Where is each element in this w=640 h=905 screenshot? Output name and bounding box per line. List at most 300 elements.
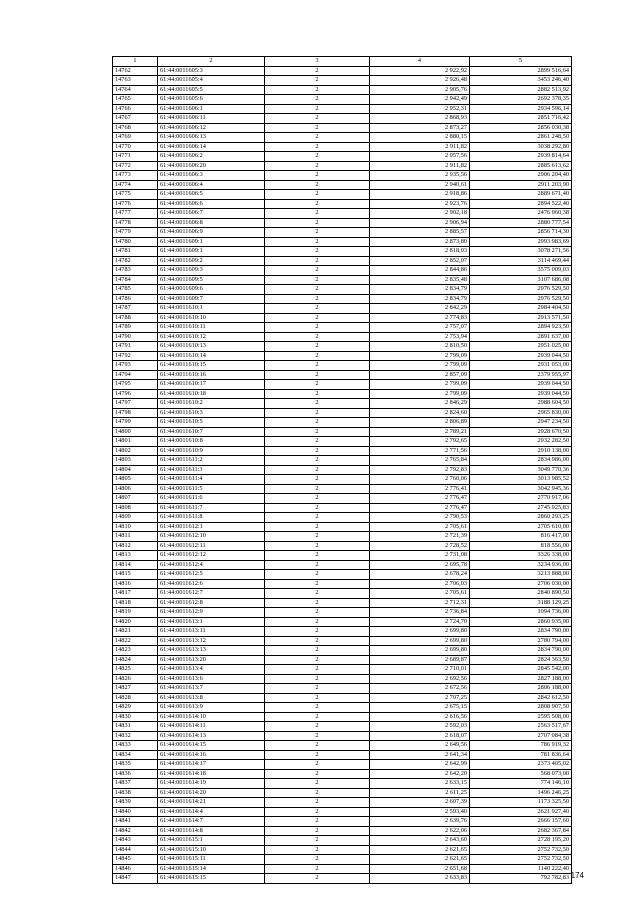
- cell-row-number: 14839: [113, 798, 158, 808]
- cell-area: 2 857,09: [370, 370, 470, 380]
- cell-cadastral-value: 2861 248,50: [470, 133, 572, 143]
- cell-code: 2: [265, 579, 370, 589]
- cell-cadastral-value: 2834 790,00: [470, 627, 572, 637]
- cell-code: 2: [265, 199, 370, 209]
- cell-row-number: 14824: [113, 655, 158, 665]
- cell-code: 2: [265, 465, 370, 475]
- cell-code: 2: [265, 570, 370, 580]
- cell-area: 2 753,94: [370, 332, 470, 342]
- table-row: [113, 228, 572, 238]
- cell-area: 2 724,70: [370, 617, 470, 627]
- header-cell-2: 2: [158, 57, 265, 67]
- cell-code: 2: [265, 427, 370, 437]
- cell-row-number: 14772: [113, 161, 158, 171]
- table-row: [113, 541, 572, 551]
- cell-row-number: 14797: [113, 399, 158, 409]
- cell-cadastral-value: 2834 986,00: [470, 456, 572, 466]
- table-row: [113, 351, 572, 361]
- table-row: [113, 855, 572, 865]
- table-row: [113, 807, 572, 817]
- cell-row-number: 14763: [113, 76, 158, 86]
- table-row: [113, 323, 572, 333]
- cell-cadastral-number: 61:44:0011614:7: [158, 817, 265, 827]
- cell-code: 2: [265, 636, 370, 646]
- table-row: [113, 437, 572, 447]
- cell-row-number: 14820: [113, 617, 158, 627]
- table-row: [113, 579, 572, 589]
- cell-cadastral-number: 61:44:0011605:5: [158, 85, 265, 95]
- table-row: [113, 817, 572, 827]
- table-row: [113, 570, 572, 580]
- cell-area: 2 641,34: [370, 750, 470, 760]
- table-row: [113, 712, 572, 722]
- cell-row-number: 14793: [113, 361, 158, 371]
- cell-cadastral-number: 61:44:0011610:17: [158, 380, 265, 390]
- cell-area: 2 649,56: [370, 741, 470, 751]
- cell-cadastral-value: 774 146,10: [470, 779, 572, 789]
- cell-cadastral-number: 61:44:0011610:1: [158, 304, 265, 314]
- cell-area: 2 799,09: [370, 380, 470, 390]
- cell-cadastral-number: 61:44:0011615:10: [158, 845, 265, 855]
- cell-cadastral-value: 2752 732,50: [470, 855, 572, 865]
- cell-cadastral-number: 61:44:0011613:11: [158, 627, 265, 637]
- cell-code: 2: [265, 275, 370, 285]
- cell-area: 2 852,07: [370, 256, 470, 266]
- cell-area: 2 922,92: [370, 66, 470, 76]
- cell-cadastral-number: 61:44:0011610:3: [158, 408, 265, 418]
- cell-row-number: 14790: [113, 332, 158, 342]
- cell-code: 2: [265, 617, 370, 627]
- cell-code: 2: [265, 456, 370, 466]
- cell-code: 2: [265, 408, 370, 418]
- table-row: [113, 589, 572, 599]
- cell-cadastral-number: 61:44:0011606:9: [158, 228, 265, 238]
- cell-cadastral-number: 61:44:0011610:15: [158, 361, 265, 371]
- cell-row-number: 14786: [113, 294, 158, 304]
- cell-cadastral-number: 61:44:0011613:4: [158, 665, 265, 675]
- cell-cadastral-value: 2931 053,00: [470, 361, 572, 371]
- cell-area: 2 621,65: [370, 845, 470, 855]
- cell-cadastral-number: 61:44:0011614:8: [158, 826, 265, 836]
- cell-code: 2: [265, 551, 370, 561]
- table-row: [113, 266, 572, 276]
- table-row: [113, 218, 572, 228]
- cell-area: 2 935,56: [370, 171, 470, 181]
- cell-code: 2: [265, 532, 370, 542]
- table-row: [113, 484, 572, 494]
- cell-area: 2 675,15: [370, 703, 470, 713]
- cell-area: 2 757,07: [370, 323, 470, 333]
- cell-area: 2 824,60: [370, 408, 470, 418]
- table-row: [113, 418, 572, 428]
- cell-row-number: 14794: [113, 370, 158, 380]
- table-row: [113, 180, 572, 190]
- cell-cadastral-number: 61:44:0011612:4: [158, 560, 265, 570]
- cell-row-number: 14822: [113, 636, 158, 646]
- cell-area: 2 792,65: [370, 437, 470, 447]
- cell-row-number: 14812: [113, 541, 158, 551]
- table-row: [113, 665, 572, 675]
- cell-area: 2 705,61: [370, 589, 470, 599]
- cell-area: 2 844,86: [370, 266, 470, 276]
- cell-area: 2 642,20: [370, 769, 470, 779]
- cell-cadastral-value: 816 417,00: [470, 532, 572, 542]
- cell-code: 2: [265, 85, 370, 95]
- cell-area: 2 618,07: [370, 731, 470, 741]
- cell-row-number: 14825: [113, 665, 158, 675]
- cell-cadastral-number: 61:44:0011611:4: [158, 475, 265, 485]
- cell-row-number: 14768: [113, 123, 158, 133]
- cell-cadastral-number: 61:44:0011614:17: [158, 760, 265, 770]
- cell-area: 2 607,39: [370, 798, 470, 808]
- cell-row-number: 14785: [113, 285, 158, 295]
- cell-area: 2 633,15: [370, 779, 470, 789]
- cell-row-number: 14837: [113, 779, 158, 789]
- table-row: [113, 456, 572, 466]
- cell-cadastral-value: 2840 890,50: [470, 589, 572, 599]
- cell-code: 2: [265, 123, 370, 133]
- cell-cadastral-number: 61:44:0011606:1: [158, 104, 265, 114]
- cell-area: 2 776,47: [370, 503, 470, 513]
- cell-area: 2 776,47: [370, 494, 470, 504]
- cell-area: 2 774,83: [370, 313, 470, 323]
- cell-cadastral-value: 2976 529,50: [470, 294, 572, 304]
- table-row: [113, 532, 572, 542]
- cell-row-number: 14819: [113, 608, 158, 618]
- cell-cadastral-value: 2692 378,35: [470, 95, 572, 105]
- cell-code: 2: [265, 399, 370, 409]
- cell-row-number: 14821: [113, 627, 158, 637]
- cell-cadastral-value: 2705 610,00: [470, 522, 572, 532]
- cell-code: 2: [265, 247, 370, 257]
- cell-area: 2 952,31: [370, 104, 470, 114]
- cell-code: 2: [265, 228, 370, 238]
- cell-area: 2 906,94: [370, 218, 470, 228]
- cell-area: 2 873,80: [370, 237, 470, 247]
- cell-cadastral-value: 2947 234,50: [470, 418, 572, 428]
- cell-code: 2: [265, 560, 370, 570]
- table-row: [113, 171, 572, 181]
- cell-row-number: 14774: [113, 180, 158, 190]
- cell-cadastral-value: 792 782,83: [470, 874, 572, 884]
- cell-cadastral-value: 2889 671,40: [470, 190, 572, 200]
- cell-area: 2 689,87: [370, 655, 470, 665]
- cell-area: 2 707,25: [370, 693, 470, 703]
- cell-area: 2 885,57: [370, 228, 470, 238]
- cell-cadastral-value: 2932 282,50: [470, 437, 572, 447]
- cell-area: 2 672,56: [370, 684, 470, 694]
- cell-row-number: 14806: [113, 484, 158, 494]
- cell-row-number: 14770: [113, 142, 158, 152]
- cell-area: 2 799,09: [370, 389, 470, 399]
- table-row: [113, 427, 572, 437]
- table-row: [113, 370, 572, 380]
- cell-cadastral-value: 2899 516,64: [470, 66, 572, 76]
- cell-row-number: 14832: [113, 731, 158, 741]
- cell-cadastral-number: 61:44:0011606:7: [158, 209, 265, 219]
- table-row: [113, 361, 572, 371]
- cell-cadastral-number: 61:44:0011613:20: [158, 655, 265, 665]
- cell-area: 2 846,29: [370, 399, 470, 409]
- cell-cadastral-number: 61:44:0011605:3: [158, 66, 265, 76]
- cell-cadastral-number: 61:44:0011610:10: [158, 313, 265, 323]
- table-row: [113, 465, 572, 475]
- cell-area: 2 799,09: [370, 361, 470, 371]
- cell-cadastral-value: 3107 686,08: [470, 275, 572, 285]
- cell-code: 2: [265, 503, 370, 513]
- table-row: [113, 741, 572, 751]
- cell-cadastral-value: 3049 770,36: [470, 465, 572, 475]
- cell-code: 2: [265, 76, 370, 86]
- cell-cadastral-value: 2808 907,50: [470, 703, 572, 713]
- cell-cadastral-number: 61:44:0011610:12: [158, 332, 265, 342]
- cell-code: 2: [265, 845, 370, 855]
- cell-cadastral-value: 2845 542,00: [470, 665, 572, 675]
- cell-area: 2 736,84: [370, 608, 470, 618]
- cell-cadastral-value: 2666 157,60: [470, 817, 572, 827]
- table-row: [113, 703, 572, 713]
- cell-cadastral-number: 61:44:0011611:2: [158, 456, 265, 466]
- cell-cadastral-number: 61:44:0011606:8: [158, 218, 265, 228]
- cell-code: 2: [265, 446, 370, 456]
- cell-cadastral-value: 2993 983,69: [470, 237, 572, 247]
- cell-area: 2 721,39: [370, 532, 470, 542]
- cell-cadastral-number: 61:44:0011606:3: [158, 171, 265, 181]
- cell-area: 2 926,48: [370, 76, 470, 86]
- cell-cadastral-value: 2894 522,40: [470, 199, 572, 209]
- cell-row-number: 14779: [113, 228, 158, 238]
- cell-code: 2: [265, 161, 370, 171]
- cell-code: 2: [265, 361, 370, 371]
- table-row: [113, 788, 572, 798]
- cell-cadastral-value: 2913 571,50: [470, 313, 572, 323]
- cell-code: 2: [265, 722, 370, 732]
- cell-cadastral-value: 2856 030,38: [470, 123, 572, 133]
- cell-cadastral-value: 2595 508,00: [470, 712, 572, 722]
- cell-code: 2: [265, 190, 370, 200]
- header-cell-3: 3: [265, 57, 370, 67]
- cadastral-value-table: [112, 56, 572, 884]
- cell-cadastral-number: 61:44:0011613:8: [158, 693, 265, 703]
- cell-cadastral-number: 61:44:0011614:19: [158, 779, 265, 789]
- cell-row-number: 14808: [113, 503, 158, 513]
- table-row: [113, 864, 572, 874]
- cell-cadastral-value: 2891 637,00: [470, 332, 572, 342]
- cell-cadastral-value: 3038 292,80: [470, 142, 572, 152]
- cell-area: 2 940,61: [370, 180, 470, 190]
- table-row: [113, 389, 572, 399]
- cell-area: 2 633,83: [370, 874, 470, 884]
- cell-area: 2 873,27: [370, 123, 470, 133]
- cell-cadastral-value: 2984 404,50: [470, 304, 572, 314]
- cell-cadastral-value: 2934 596,14: [470, 104, 572, 114]
- cell-cadastral-number: 61:44:0011610:14: [158, 351, 265, 361]
- cell-code: 2: [265, 332, 370, 342]
- cell-code: 2: [265, 779, 370, 789]
- header-cell-5: 5: [470, 57, 572, 67]
- cell-area: 2 622,06: [370, 826, 470, 836]
- cell-area: 2 842,29: [370, 304, 470, 314]
- cell-cadastral-value: 2882 513,92: [470, 85, 572, 95]
- cell-cadastral-value: 818 556,00: [470, 541, 572, 551]
- table-header: [113, 57, 572, 67]
- cell-row-number: 14827: [113, 684, 158, 694]
- cell-cadastral-number: 61:44:0011609:5: [158, 275, 265, 285]
- cell-cadastral-value: 2706 030,00: [470, 579, 572, 589]
- cell-cadastral-number: 61:44:0011612:7: [158, 589, 265, 599]
- cell-code: 2: [265, 807, 370, 817]
- cell-code: 2: [265, 541, 370, 551]
- cell-cadastral-number: 61:44:0011610:18: [158, 389, 265, 399]
- cell-code: 2: [265, 171, 370, 181]
- cell-code: 2: [265, 817, 370, 827]
- header-row: [113, 57, 572, 67]
- cell-cadastral-value: 1094 736,00: [470, 608, 572, 618]
- cell-area: 2 678,24: [370, 570, 470, 580]
- cell-row-number: 14767: [113, 114, 158, 124]
- table-row: [113, 836, 572, 846]
- header-cell-1: 1: [113, 57, 158, 67]
- table-row: [113, 475, 572, 485]
- cell-row-number: 14799: [113, 418, 158, 428]
- cell-code: 2: [265, 218, 370, 228]
- cell-area: 2 695,78: [370, 560, 470, 570]
- cell-code: 2: [265, 703, 370, 713]
- cell-area: 2 834,79: [370, 285, 470, 295]
- cell-cadastral-value: 2745 925,83: [470, 503, 572, 513]
- cell-cadastral-value: 3078 271,56: [470, 247, 572, 257]
- cell-cadastral-number: 61:44:0011606:14: [158, 142, 265, 152]
- table-row: [113, 342, 572, 352]
- cell-cadastral-value: 2939 044,50: [470, 351, 572, 361]
- cell-code: 2: [265, 646, 370, 656]
- cell-row-number: 14813: [113, 551, 158, 561]
- cell-row-number: 14841: [113, 817, 158, 827]
- cell-cadastral-number: 61:44:0011614:20: [158, 788, 265, 798]
- cell-area: 2 868,93: [370, 114, 470, 124]
- cell-row-number: 14831: [113, 722, 158, 732]
- cell-area: 2 918,86: [370, 190, 470, 200]
- cell-row-number: 14788: [113, 313, 158, 323]
- cell-code: 2: [265, 731, 370, 741]
- cell-area: 2 923,76: [370, 199, 470, 209]
- cell-code: 2: [265, 351, 370, 361]
- cell-row-number: 14816: [113, 579, 158, 589]
- table-row: [113, 142, 572, 152]
- cell-row-number: 14836: [113, 769, 158, 779]
- table-row: [113, 275, 572, 285]
- table-row: [113, 655, 572, 665]
- cell-cadastral-value: 2939 044,50: [470, 389, 572, 399]
- cell-area: 2 643,60: [370, 836, 470, 846]
- cell-area: 2 611,25: [370, 788, 470, 798]
- cell-row-number: 14807: [113, 494, 158, 504]
- cell-cadastral-value: 781 836,64: [470, 750, 572, 760]
- cell-code: 2: [265, 266, 370, 276]
- cell-area: 2 699,80: [370, 636, 470, 646]
- cell-row-number: 14826: [113, 674, 158, 684]
- cell-cadastral-number: 61:44:0011610:13: [158, 342, 265, 352]
- cell-cadastral-value: 2860 935,00: [470, 617, 572, 627]
- cell-area: 2 771,56: [370, 446, 470, 456]
- cell-code: 2: [265, 750, 370, 760]
- table-row: [113, 285, 572, 295]
- cell-cadastral-value: 3013 985,52: [470, 475, 572, 485]
- cell-cadastral-value: 2563 517,67: [470, 722, 572, 732]
- table-row: [113, 693, 572, 703]
- table-row: [113, 874, 572, 884]
- cell-code: 2: [265, 256, 370, 266]
- cell-row-number: 14777: [113, 209, 158, 219]
- cell-cadastral-number: 61:44:0011606:6: [158, 199, 265, 209]
- cell-row-number: 14818: [113, 598, 158, 608]
- cell-cadastral-value: 2965 830,00: [470, 408, 572, 418]
- cell-code: 2: [265, 826, 370, 836]
- table-row: [113, 256, 572, 266]
- cell-row-number: 14775: [113, 190, 158, 200]
- cell-area: 2 699,80: [370, 627, 470, 637]
- cell-cadastral-number: 61:44:0011615:14: [158, 864, 265, 874]
- cell-area: 2 776,41: [370, 484, 470, 494]
- page-number: 174: [570, 871, 584, 880]
- cell-cadastral-number: 61:44:0011609:2: [158, 256, 265, 266]
- cell-area: 2 651,68: [370, 864, 470, 874]
- cell-area: 2 765,84: [370, 456, 470, 466]
- table-row: [113, 503, 572, 513]
- cell-row-number: 14764: [113, 85, 158, 95]
- cell-code: 2: [265, 513, 370, 523]
- cell-row-number: 14766: [113, 104, 158, 114]
- cell-area: 2 792,83: [370, 465, 470, 475]
- cell-row-number: 14796: [113, 389, 158, 399]
- cell-cadastral-number: 61:44:0011615:1: [158, 836, 265, 846]
- cell-code: 2: [265, 323, 370, 333]
- cell-area: 2 799,09: [370, 351, 470, 361]
- cell-cadastral-value: 2910 138,00: [470, 446, 572, 456]
- table-row: [113, 408, 572, 418]
- cell-cadastral-number: 61:44:0011609:1: [158, 247, 265, 257]
- table-row: [113, 237, 572, 247]
- cell-cadastral-value: 2621 927,40: [470, 807, 572, 817]
- cell-code: 2: [265, 437, 370, 447]
- cell-area: 2 957,56: [370, 152, 470, 162]
- cell-cadastral-value: 2894 923,50: [470, 323, 572, 333]
- cell-area: 2 810,50: [370, 342, 470, 352]
- cell-area: 2 621,65: [370, 855, 470, 865]
- cell-cadastral-value: 2379 955,97: [470, 370, 572, 380]
- cell-code: 2: [265, 237, 370, 247]
- cell-cadastral-number: 61:44:0011613:1: [158, 617, 265, 627]
- cell-cadastral-value: 2851 716,42: [470, 114, 572, 124]
- cell-code: 2: [265, 608, 370, 618]
- table-row: [113, 674, 572, 684]
- cell-code: 2: [265, 475, 370, 485]
- cell-cadastral-number: 61:44:0011612:12: [158, 551, 265, 561]
- cell-area: 2 835,48: [370, 275, 470, 285]
- cell-code: 2: [265, 66, 370, 76]
- table-row: [113, 123, 572, 133]
- table-row: [113, 66, 572, 76]
- cell-cadastral-value: 2939 814,64: [470, 152, 572, 162]
- header-cell-4: 4: [370, 57, 470, 67]
- cell-code: 2: [265, 864, 370, 874]
- table-row: [113, 161, 572, 171]
- table-row: [113, 199, 572, 209]
- cell-row-number: 14782: [113, 256, 158, 266]
- cell-cadastral-number: 61:44:0011614:11: [158, 722, 265, 732]
- cell-cadastral-value: 2834 790,00: [470, 646, 572, 656]
- cell-area: 2 728,52: [370, 541, 470, 551]
